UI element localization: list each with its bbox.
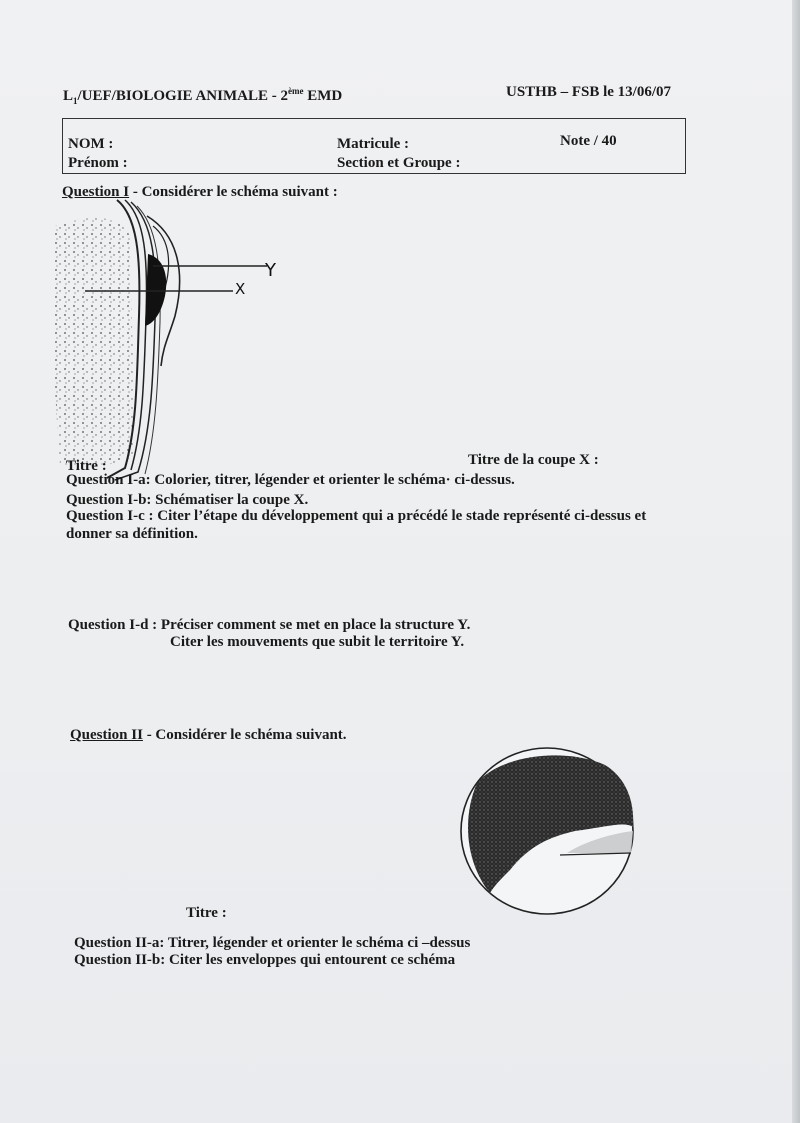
prenom-label: Prénom : — [68, 155, 128, 171]
embryo-section-diagram — [45, 196, 295, 486]
titre-coupe-x-label: Titre de la coupe X : — [468, 452, 599, 468]
scan-page-edge — [792, 0, 800, 1123]
label-x: X — [235, 280, 246, 298]
question-1c-line-2: donner sa définition. — [66, 526, 198, 542]
matricule-label: Matricule : — [337, 136, 410, 152]
section-groupe-label: Section et Groupe : — [337, 155, 461, 171]
blastocyst-diagram — [455, 745, 645, 920]
question-1d-line-1: Question I-d : Préciser comment se met en place la structure Y. — [68, 617, 471, 633]
question-1d-line-2: Citer les mouvements que subit le territoire Y. — [170, 634, 465, 650]
question-2a: Question II-a: Titrer, légender et orienter le schéma ci –dessus — [74, 935, 471, 951]
question-1a: Question I-a: Colorier, titrer, légender et orienter le schéma· ci-dessus. — [66, 472, 515, 488]
question-2-heading: Question II - Considérer le schéma suivant. — [70, 727, 347, 743]
label-y: Y — [265, 260, 276, 281]
question-1b: Question I-b: Schématiser la coupe X. — [66, 492, 309, 508]
institution-date: USTHB – FSB le 13/06/07 — [506, 84, 672, 100]
note-label: Note / 40 — [560, 133, 617, 149]
nom-label: NOM : — [68, 136, 114, 152]
question-2b: Question II-b: Citer les enveloppes qui entourent ce schéma — [74, 952, 456, 968]
course-header: $L_1/UEF$/BIOLOGIE ANIMALE - 2ème EMD — [63, 86, 343, 106]
question-1-titre-label: Titre : — [66, 458, 107, 474]
question-1-heading: Question I - Considérer le schéma suivant : — [62, 184, 338, 200]
question-1c-line-1: Question I-c : Citer l’étape du développement qui a précédé le stade représenté ci-dessus et — [66, 508, 647, 524]
question-2-titre-label: Titre : — [186, 905, 227, 921]
